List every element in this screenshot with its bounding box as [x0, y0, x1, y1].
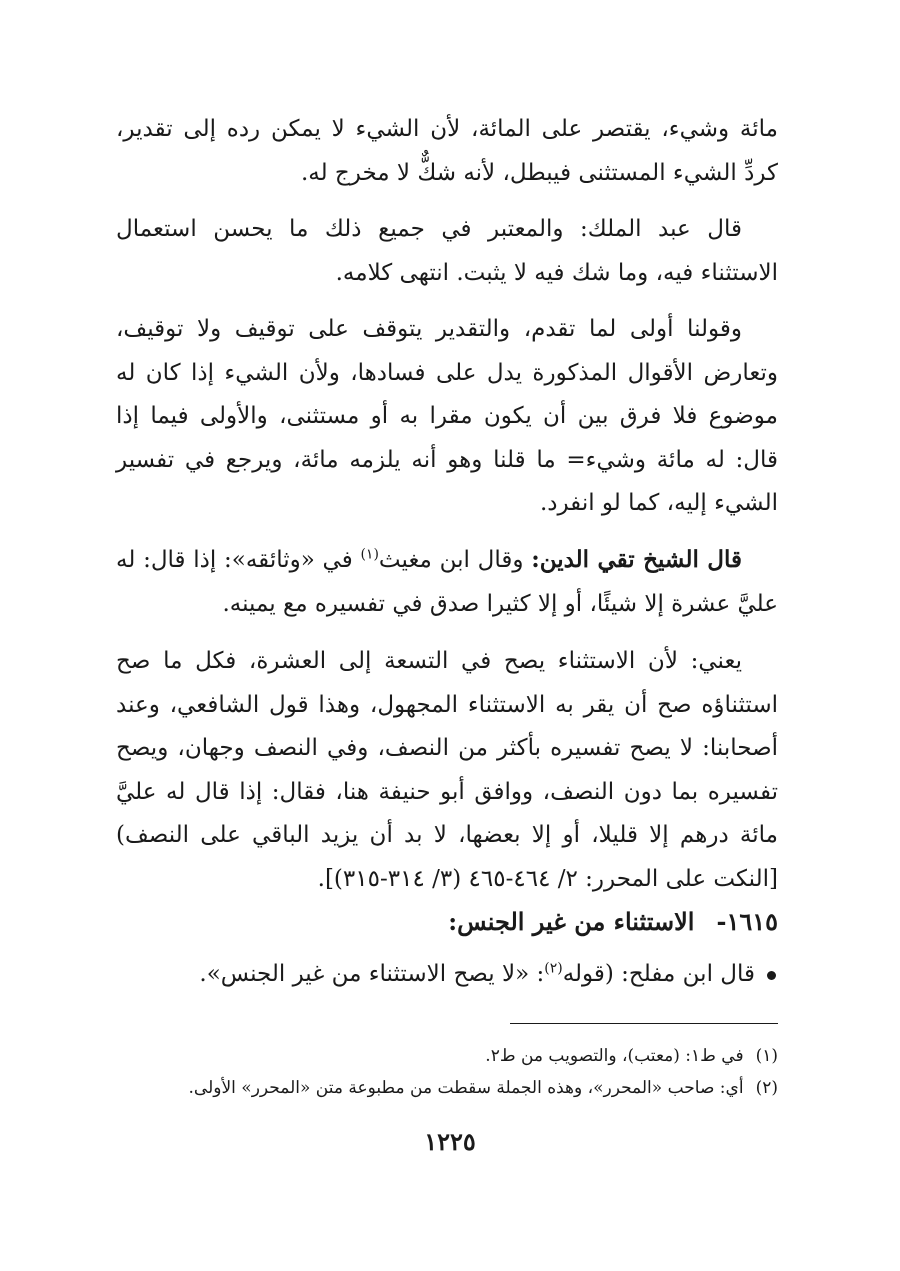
footnote-ref-2: (٢) [544, 960, 563, 977]
section-heading [448, 902, 778, 942]
paragraph-4-part-b: في «وثائقه»: إذا قال: له عليَّ عشرة إلا شيئًا، أو إلا كثيرا صدق في تفسيره مع يمينه. [116, 547, 778, 617]
section-number: ١٦١٥- [716, 907, 778, 936]
page-number: ١٢٢٥ [424, 1127, 476, 1156]
paragraph-2 [116, 208, 778, 308]
paragraph-4-text [116, 538, 778, 626]
speaker-name: قال الشيخ تقي الدين: [531, 546, 742, 573]
paragraph-1-text: مائة وشيء، يقتصر على المائة، لأن الشيء لا يمكن رده إلى تقدير، كردِّ الشيء المستثنى فيبطل، لأنه شكٌّ لا مخرج له. [116, 116, 778, 186]
footnote-divider [510, 1023, 778, 1024]
bullet-part-b: : «لا يصح الاستثناء من غير الجنس». [199, 961, 545, 987]
footnote-2-text: أي: صاحب «المحرر»، وهذه الجملة سقطت من مطبوعة متن «المحرر» الأولى. [188, 1078, 744, 1098]
footnote-2 [116, 1072, 778, 1104]
paragraph-4 [116, 538, 778, 639]
footnote-1-text: في ط١: (معتب)، والتصويب من ط٢. [485, 1046, 744, 1066]
paragraph-5 [116, 640, 778, 914]
paragraph-3-text: وقولنا أولى لما تقدم، والتقدير يتوقف على توقيف ولا توقيف، وتعارض الأقوال المذكورة يدل على فسادها، ولأن الشيء إذا كان له موضوع فلا فرق بين أن يكون مقرا به أو مستثنى، والأولى فيما إذا قال: له مائة وشيء= ما قلنا وهو أنه يلزمه مائة، ويرجع في تفسير الشيء إليه، كما لو انفرد. [116, 316, 778, 516]
footnote-1-number: (١) [755, 1046, 778, 1066]
paragraph-3 [116, 308, 778, 539]
paragraph-1 [116, 108, 778, 208]
paragraph-5-text: يعني: لأن الاستثناء يصح في التسعة إلى العشرة، فكل ما صح استثناؤه صح أن يقر به الاستثناء المجهول، وهذا قول الشافعي، وعند أصحابنا: لا يصح تفسيره بأكثر من النصف، وفي النصف وجهان، ويصح تفسيره بما دون النصف، ووافق أبو حنيفة هنا، فقال: إذا قال له عليَّ مائة درهم إلا قليلا، أو إلا بعضها، لا بد أن يزيد الباقي على النصف) [النكت على المحرر: ٢/ ٤٦٤-٤٦٥ (٣/ ٣١٤-٣١٥)]. [116, 648, 778, 892]
bullet-item [199, 954, 776, 994]
paragraph-4-part-a: وقال ابن مغيث [378, 547, 532, 573]
bullet-icon [767, 971, 776, 980]
bullet-part-a: قال ابن مفلح: (قوله [562, 961, 755, 987]
footnote-ref-1: (١) [360, 546, 379, 563]
section-title: الاستثناء من غير الجنس: [448, 907, 695, 936]
paragraph-2-text: قال عبد الملك: والمعتبر في جميع ذلك ما يحسن استعمال الاستثناء فيه، وما شك فيه لا يثبت. انتهى كلامه. [116, 216, 778, 286]
footnote-2-number: (٢) [755, 1078, 778, 1098]
footnote-1 [116, 1040, 778, 1072]
footnotes [116, 1040, 778, 1104]
